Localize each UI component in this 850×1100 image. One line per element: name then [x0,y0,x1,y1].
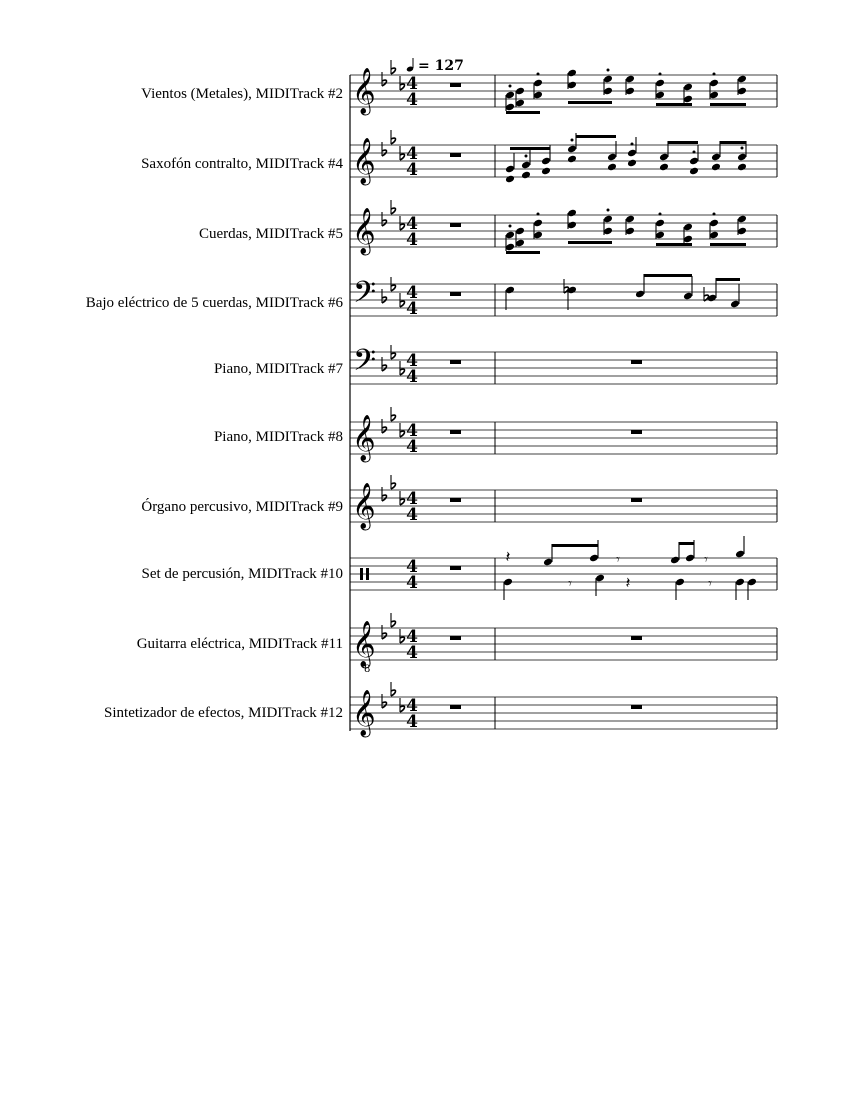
staff-label-saxofon: Saxofón contralto, MIDITrack #4 [141,156,343,172]
beam [506,111,540,114]
staff-label-sintetizador: Sintetizador de efectos, MIDITrack #12 [104,705,343,721]
treble-clef-icon: 𝄞 [352,483,376,529]
flat-sign [400,224,405,230]
staff-3 [350,200,777,256]
flat-sign [400,499,405,505]
percussion-clef-icon [360,568,363,580]
time-signature-bottom: 4 [406,160,418,180]
staff-4 [350,274,777,319]
beam [710,103,746,106]
whole-rest-icon [450,705,461,709]
flat-sign [391,415,396,421]
staff-1 [350,60,777,116]
eighth-rest-icon: 𝄾 [616,552,620,568]
tempo-value: = 127 [418,58,464,74]
flat-sign [391,690,396,696]
flat-sign [391,621,396,627]
staff-label-bajo: Bajo eléctrico de 5 cuerdas, MIDITrack #6 [85,295,343,311]
notehead [689,167,699,176]
staccato-dot [741,147,744,150]
eighth-rest-icon: 𝄾 [704,552,708,568]
quarter-rest-icon: 𝄽 [625,573,631,592]
beam [568,241,612,244]
whole-rest-icon [450,292,461,296]
flat-sign [400,431,405,437]
beam [716,278,740,281]
treble-clef-icon: 𝄞 [352,621,376,667]
time-signature-top: 4 [406,351,418,371]
whole-rest-icon [450,223,461,227]
staff-6 [350,407,777,463]
time-signature-bottom: 4 [406,643,418,663]
beam [644,274,692,277]
flat-sign [391,483,396,489]
eighth-rest-icon: 𝄾 [708,576,712,592]
flat-sign [391,285,396,291]
staccato-dot [571,139,574,142]
time-signature-top: 4 [406,627,418,647]
beam [656,243,692,246]
time-signature-bottom: 4 [406,230,418,250]
staccato-dot [713,213,716,216]
staccato-dot [713,73,716,76]
treble-clef-icon: 𝄞 [352,208,376,254]
notehead [737,163,747,172]
whole-rest-icon [450,83,461,87]
flat-sign [400,154,405,160]
beam [668,141,698,144]
time-signature-bottom: 4 [406,299,418,319]
notehead [711,163,721,172]
whole-rest-icon [631,636,642,640]
time-signature-top: 4 [406,489,418,509]
staccato-dot [693,151,696,154]
whole-rest-icon [450,498,461,502]
staff-5 [350,344,777,387]
notehead [567,155,577,164]
staff-2 [350,130,777,186]
flat-sign [400,301,405,307]
tempo-marking [406,58,464,74]
staff-7 [350,475,777,531]
beam [710,243,746,246]
time-signature-top: 4 [406,283,418,303]
whole-rest-icon [631,430,642,434]
time-signature-bottom: 4 [406,712,418,732]
notehead [607,163,617,172]
beam [568,101,612,104]
whole-rest-icon [631,498,642,502]
flat-sign [391,353,396,359]
beam [656,103,692,106]
beam [552,544,598,547]
staff-label-piano-7: Piano, MIDITrack #7 [213,361,343,377]
staff-8 [350,536,777,600]
beam [679,542,694,545]
flat-sign [400,637,405,643]
bass-clef-icon: 𝄢 [353,276,377,317]
notehead [521,171,531,180]
staff-label-vientos: Vientos (Metales), MIDITrack #2 [141,86,343,102]
time-signature-top: 4 [406,557,418,577]
staccato-dot [509,225,512,228]
staccato-dot [659,73,662,76]
time-signature-top: 4 [406,421,418,441]
staccato-dot [607,209,610,212]
whole-rest-icon [631,360,642,364]
time-signature-bottom: 4 [406,367,418,387]
notehead [627,159,637,168]
staff-label-organo: Órgano percusivo, MIDITrack #9 [141,499,343,515]
notehead [659,163,669,172]
staff-label-piano-8: Piano, MIDITrack #8 [213,429,343,445]
staccato-dot [537,213,540,216]
treble-clef-icon: 𝄞 [352,690,376,736]
staccato-dot [537,73,540,76]
time-signature-top: 4 [406,214,418,234]
staccato-dot [509,85,512,88]
time-signature-top: 4 [406,696,418,716]
flat-sign [400,84,405,90]
staff-10 [350,682,777,738]
staccato-dot [659,213,662,216]
staff-label-cuerdas: Cuerdas, MIDITrack #5 [198,226,343,242]
whole-rest-icon [450,566,461,570]
whole-rest-icon [450,430,461,434]
staccato-dot [607,69,610,72]
whole-rest-icon [450,360,461,364]
flat-sign [391,138,396,144]
time-signature-bottom: 4 [406,437,418,457]
treble-clef-icon: 𝄞 [352,415,376,461]
eighth-rest-icon: 𝄾 [568,576,572,592]
whole-rest-icon [450,636,461,640]
staccato-dot [525,155,528,158]
flat-sign [391,208,396,214]
time-signature-top: 4 [406,74,418,94]
beam [510,147,550,150]
staff-9 [350,613,777,675]
flat-sign [400,369,405,375]
treble-clef-icon: 𝄞 [352,138,376,184]
time-signature-bottom: 4 [406,573,418,593]
notehead [541,167,551,176]
time-signature-top: 4 [406,144,418,164]
quarter-rest-icon: 𝄽 [505,547,511,566]
staff-label-percusion: Set de percusión, MIDITrack #10 [141,566,343,582]
beam [720,141,746,144]
octave-marking: 8 [364,664,371,675]
whole-rest-icon [450,153,461,157]
staccato-dot [631,143,634,146]
time-signature-bottom: 4 [406,505,418,525]
beam [576,135,616,138]
beam [506,251,540,254]
flat-sign [391,68,396,74]
treble-clef-icon: 𝄞 [352,68,376,114]
flat-sign [400,706,405,712]
staff-label-guitarra: Guitarra eléctrica, MIDITrack #11 [136,636,343,652]
time-signature-bottom: 4 [406,90,418,110]
percussion-clef-icon [366,568,369,580]
notehead [505,175,515,184]
whole-rest-icon [631,705,642,709]
bass-clef-icon: 𝄢 [353,344,377,385]
